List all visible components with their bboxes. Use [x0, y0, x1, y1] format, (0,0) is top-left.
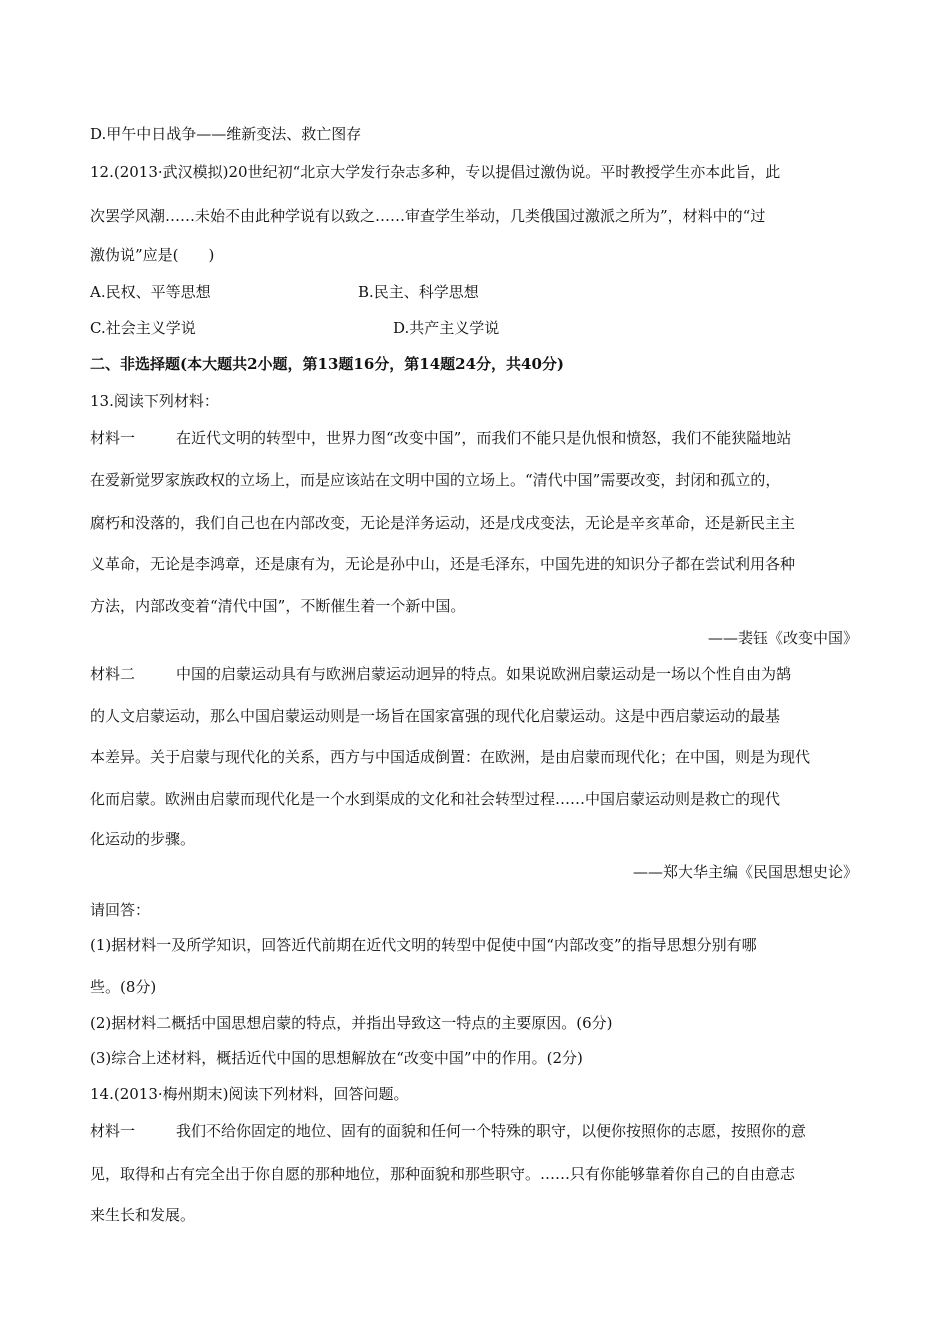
question-12-line-1: 12.(2013·武汉模拟)20世纪初“北京大学发行杂志多种，专以提倡过激伪说。平时教授学生亦本此旨，此	[90, 163, 781, 181]
option-c-q12: C.社会主义学说	[90, 319, 196, 337]
material-text: 中国的启蒙运动具有与欧洲启蒙运动迥异的特点。如果说欧洲启蒙运动是一场以个性自由为鹄	[176, 665, 792, 683]
option-d-q11: D.甲午中日战争——维新变法、救亡图存	[90, 125, 362, 143]
question-13-intro: 13.阅读下列材料：	[90, 392, 219, 410]
sub-question-1-line-2: 些。(8分)	[90, 978, 157, 996]
option-a-q12: A.民权、平等思想	[90, 283, 211, 301]
q14-material-1-line-2: 见，取得和占有完全出于你自愿的那种地位，那种面貌和那些职守。……只有你能够靠着你自己的自由意志	[90, 1165, 796, 1183]
material-1-line-3: 腐朽和没落的，我们自己也在内部改变，无论是洋务运动，还是戊戌变法，无论是辛亥革命，还是新民主主	[90, 514, 796, 532]
material-1-line-1	[90, 428, 791, 448]
material-text: 我们不给你固定的地位、固有的面貌和任何一个特殊的职守，以便你按照你的志愿，按照你的意	[176, 1122, 807, 1140]
question-12-line-3: 激伪说”应是( )	[90, 246, 215, 264]
material-2-line-2: 的人文启蒙运动，那么中国启蒙运动则是一场旨在国家富强的现代化启蒙运动。这是中西启蒙运动的最基	[90, 707, 781, 725]
material-1-source: ——裴钰《改变中国》	[707, 629, 858, 647]
sub-question-3: (3)综合上述材料，概括近代中国的思想解放在“改变中国”中的作用。(2分)	[90, 1049, 583, 1067]
material-label: 材料二	[90, 665, 136, 683]
material-2-source: ——郑大华主编《民国思想史论》	[632, 863, 858, 881]
question-14-intro: 14.(2013·梅州期末)阅读下列材料，回答问题。	[90, 1085, 409, 1103]
option-b-q12: B.民主、科学思想	[358, 283, 479, 301]
sub-question-1-line-1: (1)据材料一及所学知识，回答近代前期在近代文明的转型中促使中国“内部改变”的指导思想分别有哪	[90, 936, 757, 954]
material-2-line-1	[90, 664, 791, 684]
material-2-line-4: 化而启蒙。欧洲由启蒙而现代化是一个水到渠成的文化和社会转型过程……中国启蒙运动则是救亡的现代	[90, 790, 781, 808]
material-2-line-5: 化运动的步骤。	[90, 830, 196, 848]
answer-prompt: 请回答：	[90, 901, 151, 919]
material-text: 在近代文明的转型中，世界力图“改变中国”，而我们不能只是仇恨和愤怒，我们不能狭隘地站	[176, 429, 792, 447]
q14-material-1-line-3: 来生长和发展。	[90, 1206, 196, 1224]
sub-question-2: (2)据材料二概括中国思想启蒙的特点，并指出导致这一特点的主要原因。(6分)	[90, 1014, 613, 1032]
material-label: 材料一	[90, 1122, 136, 1140]
material-2-line-3: 本差异。关于启蒙与现代化的关系，西方与中国适成倒置：在欧洲，是由启蒙而现代化；在中国，则是为现代	[90, 748, 811, 766]
material-1-line-5: 方法，内部改变着“清代中国”，不断催生着一个新中国。	[90, 597, 466, 615]
q14-material-1-line-1	[90, 1121, 806, 1141]
question-12-line-2: 次罢学风潮……未始不由此种学说有以致之……审查学生举动，几类俄国过激派之所为”，材料中的“过	[90, 207, 766, 225]
material-1-line-2: 在爱新觉罗家族政权的立场上，而是应该站在文明中国的立场上。“清代中国”需要改变，封闭和孤立的，	[90, 471, 781, 489]
material-label: 材料一	[90, 429, 136, 447]
section-heading: 二、非选择题(本大题共2小题，第13题16分，第14题24分，共40分)	[90, 355, 565, 373]
material-1-line-4: 义革命，无论是李鸿章，还是康有为，无论是孙中山，还是毛泽东，中国先进的知识分子都在尝试利用各种	[90, 555, 796, 573]
option-d-q12: D.共产主义学说	[393, 319, 500, 337]
